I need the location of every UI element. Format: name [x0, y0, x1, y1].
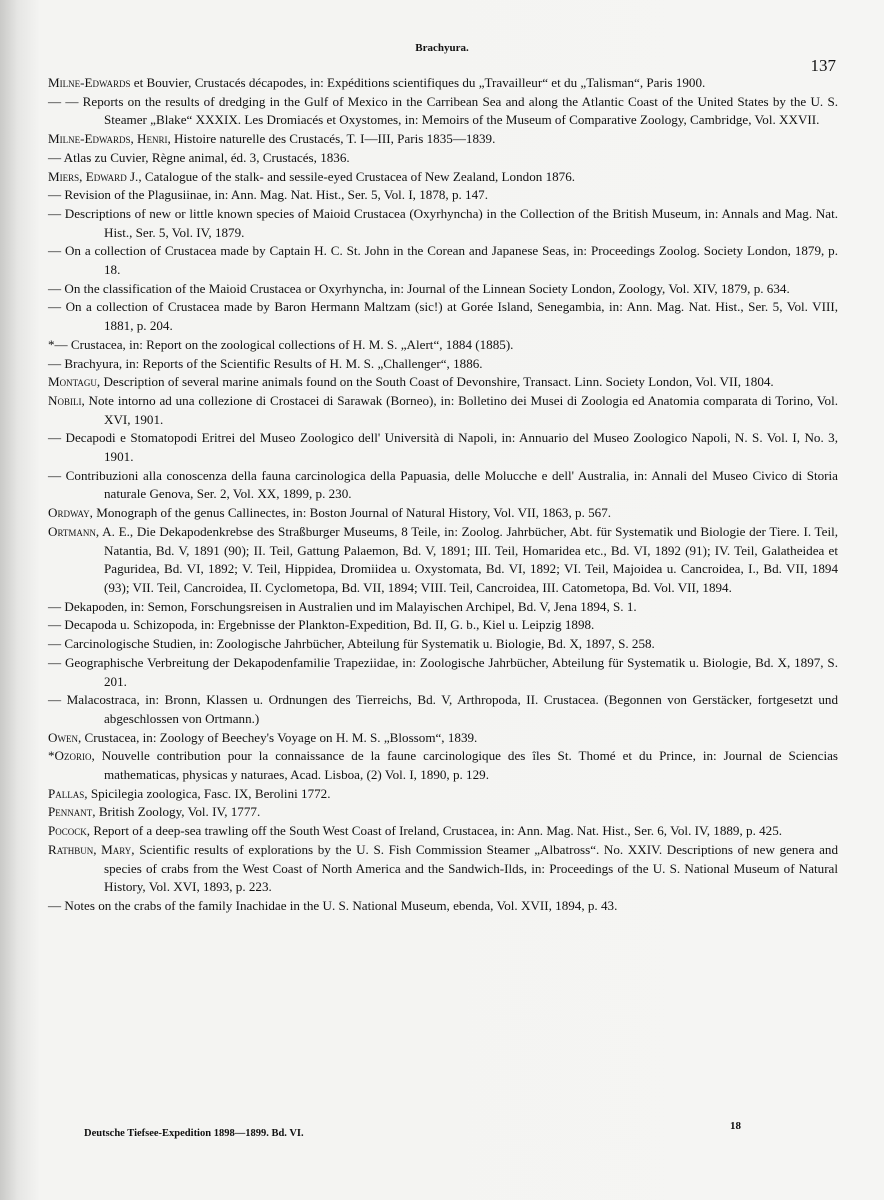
bibliography-entry	[48, 242, 838, 279]
entry-citation: Descriptions of new or little known species of Maioid Crustacea (Oxyrhyncha) in the Collection of the British Museum, in: Annals and Mag. Nat. Hist., Ser. 5, Vol. IV, 1879.	[61, 205, 838, 240]
entry-author: Ozorio	[54, 748, 92, 764]
entry-citation: Revision of the Plagusiinae, in: Ann. Mag. Nat. Hist., Ser. 5, Vol. I, 1878, p. 147.	[61, 187, 488, 203]
running-header: Brachyura.	[415, 42, 469, 54]
bibliography-entry	[48, 598, 838, 617]
ditto-mark: —	[48, 355, 62, 371]
ditto-mark: —	[48, 187, 62, 203]
entry-citation: Brachyura, in: Reports of the Scientific Results of H. M. S. „Challenger“, 1886.	[61, 355, 483, 371]
entry-author: Milne-Edwards	[48, 75, 131, 90]
ditto-mark: —	[48, 897, 62, 913]
ditto-mark: —	[48, 692, 62, 708]
bibliography-entry	[48, 280, 838, 299]
entry-citation: , Crustacea, in: Zoology of Beechey's Voyage on H. M. S. „Blossom“, 1839.	[77, 729, 478, 745]
ditto-mark: — —	[48, 93, 79, 109]
ditto-mark: —	[48, 280, 62, 296]
entry-citation: , Spicilegia zoologica, Fasc. IX, Berolini 1772.	[84, 785, 331, 801]
bibliography-entry	[48, 504, 838, 523]
ditto-mark: —	[48, 467, 62, 483]
bibliography-entry	[48, 822, 838, 841]
entry-author: Pocock	[48, 823, 87, 839]
bibliography-entry	[48, 392, 838, 429]
entry-citation: Crustacea, in: Report on the zoological collections of H. M. S. „Alert“, 1884 (1885).	[67, 336, 514, 352]
entry-author: Ordway	[48, 505, 90, 521]
ditto-mark: —	[48, 430, 62, 446]
entry-author: Nobili	[48, 392, 82, 408]
entry-citation: Malacostraca, in: Bronn, Klassen u. Ordnungen des Tierreichs, Bd. V, Arthropoda, II. Crustacea. (Begonnen von Gerstäcker, fortgesetzt und abgeschlossen von Ortmann.)	[61, 692, 838, 726]
bibliography-entry	[48, 205, 838, 242]
entry-citation: Decapoda u. Schizopoda, in: Ergebnisse der Plankton-Expedition, Bd. II, G. b., Kiel u. Leipzig 1898.	[61, 617, 595, 633]
ditto-mark: —	[48, 617, 62, 633]
ditto-mark: —	[48, 243, 62, 259]
bibliography-entry	[48, 897, 838, 916]
entry-citation: et Bouvier, Crustacés décapodes, in: Expéditions scientifiques du „Travailleur“ et du „Talisman“, Paris 1900.	[130, 75, 706, 90]
bibliography-entry	[48, 336, 838, 355]
entry-author: Montagu	[48, 374, 97, 390]
bibliography-entry	[48, 785, 838, 804]
entry-author: Pennant	[48, 804, 93, 820]
entry-author: Milne-Edwards, Henri	[48, 131, 168, 147]
ditto-mark: —	[48, 205, 62, 221]
bibliography-entry	[48, 298, 838, 335]
entry-citation: , Note intorno ad una collezione di Crostacei di Sarawak (Borneo), in: Bolletino dei Musei di Zoologia ed Anatomia comparata di Torino, Vol. XVI, 1901.	[81, 392, 838, 427]
bibliography-entry	[48, 467, 838, 504]
entry-author: Ortmann, A. E.	[48, 523, 130, 539]
ditto-mark: —	[48, 299, 62, 315]
bibliography-entry	[48, 74, 838, 93]
page-number: 137	[810, 56, 836, 75]
bibliography-entry	[48, 841, 838, 897]
ditto-mark: —	[48, 598, 62, 614]
bibliography-entry	[48, 186, 838, 205]
bibliography-entry	[48, 691, 838, 728]
bibliography-entry	[48, 149, 838, 168]
entry-author: Rathbun, Mary	[48, 841, 132, 857]
bibliography-list	[48, 74, 838, 916]
bibliography-entry	[48, 93, 838, 130]
entry-citation: Reports on the results of dredging in the Gulf of Mexico in the Carribean Sea and along the Atlantic Coast of the United States by the U. S. Steamer „Blake“ XXXIX. Les Dromiacés et Oxystomes, in: Memoirs of the Museum of Comparative Zoology, Cambridge, Vol. XXVII.	[78, 93, 838, 128]
bibliography-entry	[48, 747, 838, 784]
bibliography-entry	[48, 130, 838, 149]
ditto-mark: *—	[48, 336, 68, 352]
entry-citation: , British Zoology, Vol. IV, 1777.	[92, 804, 261, 820]
ditto-mark: *	[48, 748, 55, 764]
bibliography-entry	[48, 654, 838, 691]
bibliography-entry	[48, 373, 838, 392]
entry-citation: , Scientific results of explorations by the U. S. Fish Commission Steamer „Albatross“. No. XXIV. Descriptions of new genera and species of crabs from the West Coast of North America and the Sandwich-Ilds, in: Proceedings of the U. S. National Museum of Natural History, Vol. XVI, 1893, p. 223.	[104, 841, 838, 895]
entry-author: Miers, Edward J.	[48, 168, 139, 184]
entry-citation: Notes on the crabs of the family Inachidae in the U. S. National Museum, ebenda, Vol. XVII, 1894, p. 43.	[61, 897, 618, 913]
entry-citation: Dekapoden, in: Semon, Forschungsreisen in Australien und im Malayischen Archipel, Bd. V, Jena 1894, S. 1.	[61, 598, 637, 614]
bibliography-entry	[48, 168, 838, 187]
entry-citation: Decapodi e Stomatopodi Eritrei del Museo Zoologico dell' Università di Napoli, in: Annuario del Museo Zoologico Napoli, N. S. Vol. I, No. 3, 1901.	[61, 430, 838, 465]
entry-citation: , Report of a deep-sea trawling off the South West Coast of Ireland, Crustacea, in: Ann. Mag. Nat. Hist., Ser. 6, Vol. IV, 1889, p. 425.	[86, 823, 783, 839]
entry-citation: Geographische Verbreitung der Dekapodenfamilie Trapeziidae, in: Zoologische Jahrbücher, Abteilung für Systematik u. Biologie, Bd. X, 1897, S. 201.	[61, 654, 838, 689]
ditto-mark: —	[48, 654, 62, 670]
bibliography-entry	[48, 523, 838, 598]
entry-author: Pallas	[48, 785, 85, 801]
bibliography-entry	[48, 635, 838, 654]
footer-signature: 18	[730, 1120, 741, 1132]
entry-citation: On a collection of Crustacea made by Captain H. C. St. John in the Corean and Japanese Seas, in: Proceedings Zoolog. Society London, 1879, p. 18.	[61, 243, 838, 278]
entry-citation: , Monograph of the genus Callinectes, in: Boston Journal of Natural History, Vol. VII, 1863, p. 567.	[89, 505, 612, 521]
ditto-mark: —	[48, 149, 62, 165]
bibliography-entry	[48, 355, 838, 374]
entry-citation: , Die Dekapodenkrebse des Straßburger Museums, 8 Teile, in: Zoolog. Jahrbücher, Abt. für Systematik und Biologie der Tiere. I. Teil, Natantia, Bd. V, 1891 (90); II. Teil, Gattung Palaemon, Bd. V, 1891; III. Teil, Homaridea etc., Bd. VI, 1892 (91); IV. Teil, Galatheidea et Paguridea, Bd. VI, 1892; V. Teil, Hippidea, Dromiidea u. Oxystomata, Bd. VI, 1892; VI. Teil, Majoidea u. Cancroidea, I., Bd. VII, 1894 (93); VII. Teil, Cancroidea, II. Cyclometopa, Bd. VII, 1894; VIII. Teil, Cancroidea, III. Catometopa, Bd. Vol. VII, 1894.	[104, 523, 838, 595]
footer-publication: Deutsche Tiefsee-Expedition 1898—1899. Bd. VI.	[84, 1128, 304, 1139]
entry-author: Owen	[48, 729, 78, 745]
entry-citation: Atlas zu Cuvier, Règne animal, éd. 3, Crustacés, 1836.	[61, 149, 350, 165]
entry-citation: Contribuzioni alla conoscenza della fauna carcinologica della Papuasia, delle Molucche e dell' Australia, in: Annali del Museo Civico di Storia naturale Genova, Ser. 2, Vol. XX, 1899, p. 230.	[61, 467, 838, 502]
bibliography-entry	[48, 616, 838, 635]
entry-citation: , Nouvelle contribution pour la connaissance de la faune carcinologique des îles St. Thomé et du Prince, in: Journal de Sciencias mathematicas, physicas y naturaes, Acad. Lisboa, (2) Vol. I, 1890, p. 129.	[91, 748, 838, 783]
bibliography-entry	[48, 429, 838, 466]
entry-citation: On a collection of Crustacea made by Baron Hermann Maltzam (sic!) at Gorée Island, Senegambia, in: Ann. Mag. Nat. Hist., Ser. 5, Vol. VIII, 1881, p. 204.	[61, 299, 838, 334]
bibliography-entry	[48, 803, 838, 822]
bibliography-entry	[48, 729, 838, 748]
entry-citation: , Histoire naturelle des Crustacés, T. I—III, Paris 1835—1839.	[167, 131, 496, 147]
entry-citation: , Description of several marine animals found on the South Coast of Devonshire, Transact. Linn. Society London, Vol. VII, 1804.	[96, 374, 774, 390]
entry-citation: , Catalogue of the stalk- and sessile-eyed Crustacea of New Zealand, London 1876.	[138, 168, 576, 184]
entry-citation: On the classification of the Maioid Crustacea or Oxyrhyncha, in: Journal of the Linnean Society London, Zoology, Vol. XIV, 1879, p. 634.	[61, 280, 790, 296]
ditto-mark: —	[48, 636, 62, 652]
entry-citation: Carcinologische Studien, in: Zoologische Jahrbücher, Abteilung für Systematik u. Biologie, Bd. X, 1897, S. 258.	[61, 636, 655, 652]
